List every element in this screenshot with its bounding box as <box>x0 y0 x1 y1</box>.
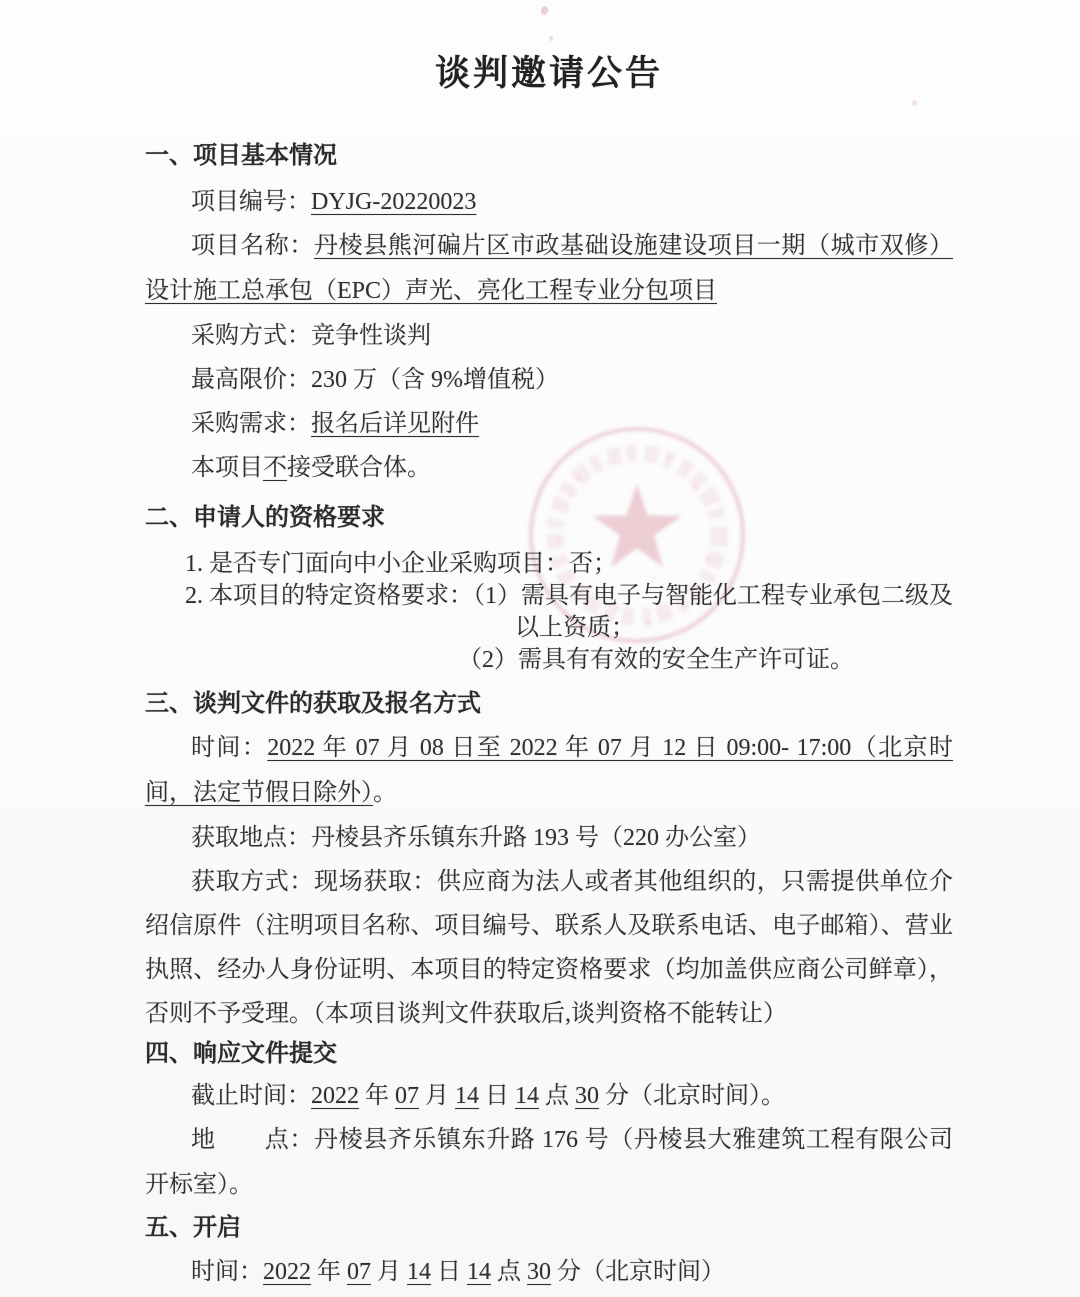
project-number-line: 项目编号：DYJG-20220023 <box>191 189 477 215</box>
qualification-item-2: 2. 本项目的特定资格要求：（1）需具有电子与智能化工程专业承包二级及 <box>185 583 953 609</box>
price-limit-line: 最高限价：230 万（含 9%增值税） <box>191 367 559 393</box>
opening-time-line: 时间：2022 年 07 月 14 日 14 点 30 分（北京时间） <box>191 1259 725 1285</box>
document-title: 谈判邀请公告 <box>434 54 663 93</box>
project-name-line: 项目名称：丹棱县熊河碥片区市政基础设施建设项目一期（城市双修）设计施工总承包（EPC）声光、亮化工程专业分包项目 <box>145 233 953 304</box>
submission-place-line: 地 点：丹棱县齐乐镇东升路 176 号（丹棱县大雅建筑工程有限公司开标室）。 <box>145 1127 953 1198</box>
section-heading-5: 五、开启 <box>145 1214 241 1241</box>
submission-deadline-line: 截止时间：2022 年 07 月 14 日 14 点 30 分（北京时间）。 <box>191 1083 785 1109</box>
qualification-item-2-cont: 以上资质； <box>515 615 635 641</box>
procurement-method-line: 采购方式：竞争性谈判 <box>191 323 431 349</box>
qualification-item-1: 1. 是否专门面向中小企业采购项目：否； <box>185 551 617 577</box>
procurement-demand-line: 采购需求：报名后详见附件 <box>191 411 479 437</box>
section-heading-4: 四、响应文件提交 <box>145 1040 337 1067</box>
section-heading-2: 二、申请人的资格要求 <box>145 504 385 531</box>
section-heading-1: 一、项目基本情况 <box>145 142 337 169</box>
obtain-method-paragraph: 获取方式：现场获取：供应商为法人或者其他组织的，只需提供单位介绍信原件（注明项目名称、项目编号、联系人及联系电话、电子邮箱）、营业执照、经办人身份证明、本项目的特定资格要求（均加盖供应商公司鲜章），否则不予受理。（本项目谈判文件获取后,谈判资格不能转让） <box>145 869 953 1027</box>
obtain-time-line: 时间：2022 年 07 月 08 日至 2022 年 07 月 12 日 09:00- 17:00（北京时间，法定节假日除外）。 <box>145 735 953 806</box>
obtain-place-line: 获取地点：丹棱县齐乐镇东升路 193 号（220 办公室） <box>191 825 761 851</box>
section-heading-3: 三、谈判文件的获取及报名方式 <box>145 690 481 717</box>
no-consortium-line: 本项目不接受联合体。 <box>191 455 431 481</box>
document-content <box>145 0 953 1294</box>
qualification-item-2b: （2）需具有有效的安全生产许可证。 <box>458 647 854 673</box>
